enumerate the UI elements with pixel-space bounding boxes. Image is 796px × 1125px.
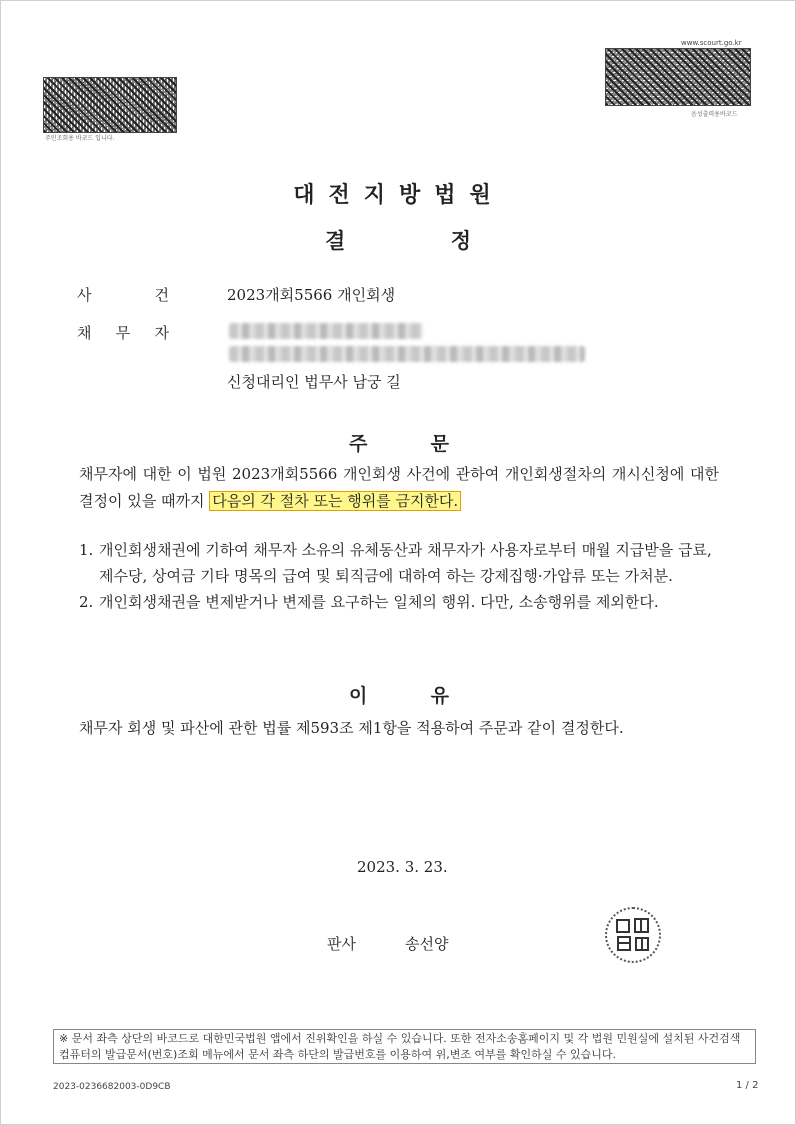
- decision-title: 결 정: [325, 229, 471, 253]
- case-number: 2023개회5566 개인회생: [227, 286, 396, 304]
- agent-line: 신청대리인 법무사 남궁 길: [227, 373, 401, 391]
- judge-title: 판사: [327, 935, 356, 953]
- list-item: 1. 개인회생채권에 기하여 채무자 소유의 유체동산과 채무자가 사용자로부터 매월 지급받을 급료, 제수당, 상여금 기타 명목의 급여 및 퇴직금에 대하여 하는 강제집행·가압류 또는 가처분.: [79, 541, 712, 585]
- court-url: www.scourt.go.kr: [681, 39, 742, 47]
- order-title: 주 문: [349, 433, 449, 455]
- case-label: 사 건: [77, 286, 169, 304]
- verification-notice: ※ 문서 좌측 상단의 바코드로 대한민국법원 앱에서 진위확인을 하실 수 있습니다. 또한 전자소송홈페이지 및 각 법원 민원실에 설치된 사건검색 컴퓨터의 발급문서(번호)조회 메뉴에서 문서 좌측 하단의 발급번호를 이용하여 위,변조 여부를 확인하실 수 있습니다.: [53, 1029, 756, 1064]
- audio-barcode: [605, 48, 751, 106]
- order-paragraph: 채무자에 대한 이 법원 2023개회5566 개인회생 사건에 관하여 개인회생절차의 개시신청에 대한 결정이 있을 때까지 다음의 각 절차 또는 행위를 금지한다.: [79, 465, 719, 510]
- decision-date: 2023. 3. 23.: [357, 858, 448, 876]
- page-number: 1 / 2: [736, 1080, 759, 1091]
- barcode-caption: 주민조회용 바코드 입니다.: [45, 135, 115, 142]
- audio-barcode-caption: 음성출력용바코드: [691, 111, 738, 118]
- verification-barcode: [43, 77, 177, 133]
- court-name: 대전지방법원: [293, 183, 505, 208]
- judge-seal-icon: [605, 907, 661, 963]
- reason-paragraph: 채무자 회생 및 파산에 관한 법률 제593조 제1항을 적용하여 주문과 같이 결정한다.: [79, 719, 624, 737]
- reason-title: 이 유: [349, 685, 449, 707]
- judge-name: 송선양: [405, 935, 449, 953]
- redacted-debtor-address: [229, 346, 585, 362]
- debtor-label: 채 무 자: [77, 324, 169, 342]
- list-item: 2. 개인회생채권을 변제받거나 변제를 요구하는 일체의 행위. 다만, 소송행위를 제외한다.: [79, 593, 659, 611]
- issue-number: 2023-0236682003-0D9CB: [53, 1082, 171, 1092]
- redacted-debtor-name: [229, 323, 423, 339]
- order-list: [79, 537, 719, 615]
- highlighted-prohibition: 다음의 각 절차 또는 행위를 금지한다.: [209, 491, 461, 511]
